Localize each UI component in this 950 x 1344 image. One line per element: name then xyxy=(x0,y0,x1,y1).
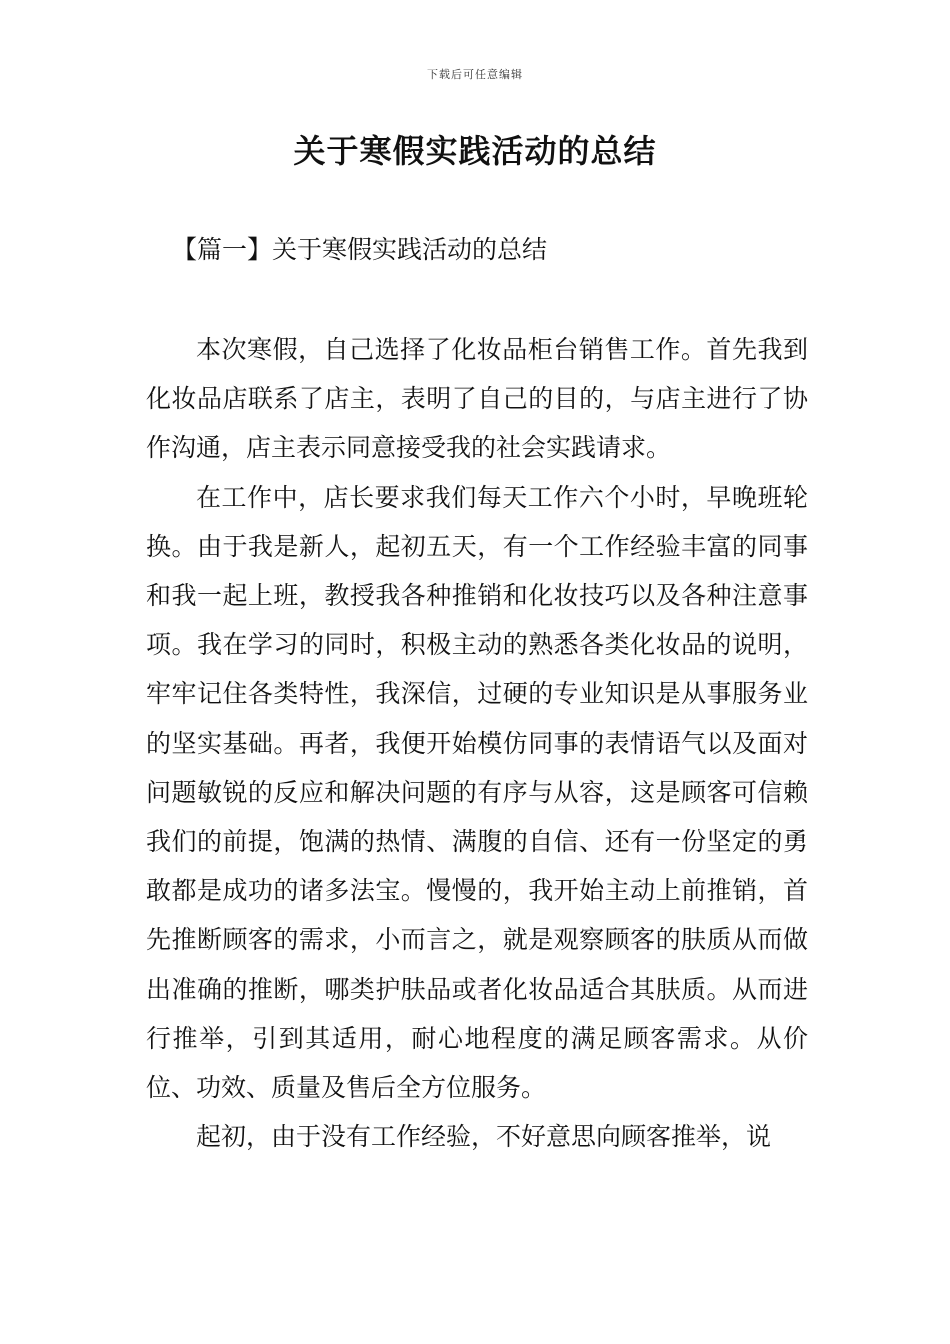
paragraph-3: 起初，由于没有工作经验，不好意思向顾客推举，说 xyxy=(196,1122,772,1152)
paragraph-2: 在工作中，店长要求我们每天工作六个小时，早晚班轮换。由于我是新人，起初五天，有一个工作经验丰富的同事和我一起上班，教授我各种推销和化妆技巧以及各种注意事项。我在学习的同时，积极主动的熟悉各类化妆品的说明，牢牢记住各类特性，我深信，过硬的专业知识是从事服务业的坚实基础。再者，我便开始模仿同事的表情语气以及面对问题敏锐的反应和解决问题的有序与从容，这是顾客可信赖我们的前提，饱满的热情、满腹的自信、还有一份坚定的勇敢都是成功的诸多法宝。慢慢的，我开始主动上前推销，首先推断顾客的需求，小而言之，就是观察顾客的肤质从而做出准确的推断，哪类护肤品或者化妆品适合其肤质。从而进行推举，引到其适用，耐心地程度的满足顾客需求。从价位、功效、质量及售后全方位服务。 xyxy=(146,482,808,1103)
document-body xyxy=(146,325,808,1161)
section-heading: 【篇一】关于寒假实践活动的总结 xyxy=(172,235,548,264)
document-title: 关于寒假实践活动的总结 xyxy=(293,132,657,170)
header-note: 下载后可任意编辑 xyxy=(427,68,523,81)
paragraph-1: 本次寒假，自己选择了化妆品柜台销售工作。首先我到化妆品店联系了店主，表明了自己的目的，与店主进行了协作沟通，店主表示同意接受我的社会实践请求。 xyxy=(146,335,808,463)
